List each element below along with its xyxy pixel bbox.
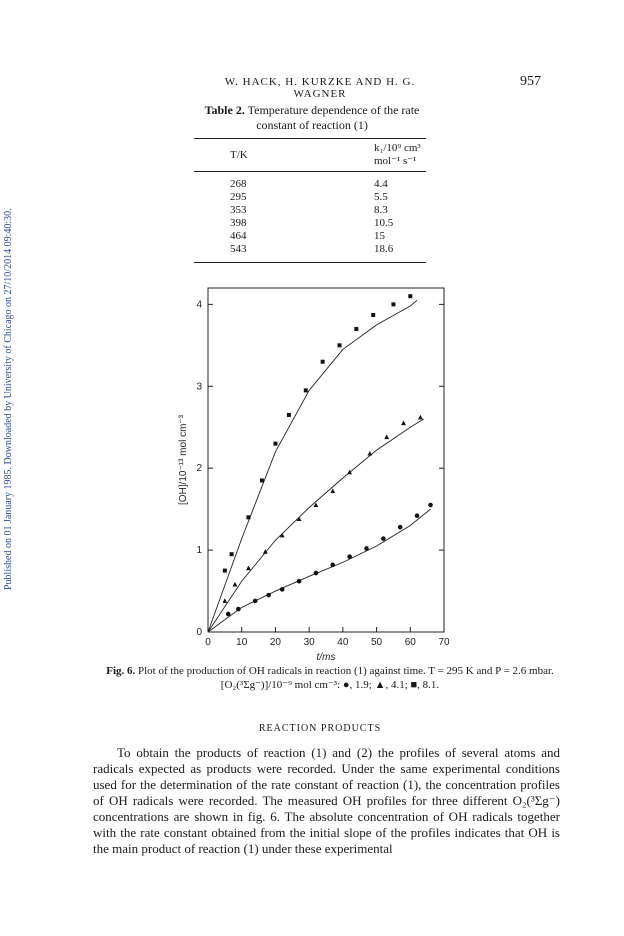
data-point-circle xyxy=(314,571,319,576)
table-row xyxy=(194,172,426,192)
data-point-triangle xyxy=(347,470,352,475)
table-cell-rate-constant: 4.4 xyxy=(374,178,388,190)
oh-production-chart xyxy=(160,282,460,672)
data-point-square xyxy=(260,478,264,482)
data-point-square xyxy=(287,413,291,417)
y-tick-label: 2 xyxy=(196,463,202,475)
table-cell-temperature: 268 xyxy=(230,178,247,190)
data-point-square xyxy=(337,343,341,347)
table-row xyxy=(194,243,426,263)
figure-caption-text: Plot of the production of OH radicals in reaction (1) against time. T = 295 K and P = 2.6 mbar. [O₂(³Σg⁻)]/10⁻⁹ mol cm⁻³: ●, 1.9; ▲, 4.1; ■, 8.1. xyxy=(138,665,554,691)
data-point-square xyxy=(246,515,250,519)
data-point-circle xyxy=(428,503,433,508)
data-point-triangle xyxy=(246,566,251,571)
table-cell-rate-constant: 10.5 xyxy=(374,217,394,229)
table-cell-temperature: 398 xyxy=(230,217,247,229)
data-point-triangle xyxy=(222,598,227,603)
figure-caption-label: Fig. 6. xyxy=(106,665,136,677)
table-caption-text: Temperature dependence of the rate constant of reaction (1) xyxy=(247,103,420,132)
page-number: 957 xyxy=(520,74,541,89)
data-point-square xyxy=(408,294,412,298)
table-cell-rate-constant: 15 xyxy=(374,230,385,242)
data-point-triangle xyxy=(233,582,238,587)
table-row xyxy=(194,217,426,230)
figure-caption xyxy=(100,664,560,692)
y-tick-label: 0 xyxy=(196,627,202,638)
data-point-circle xyxy=(266,593,271,598)
data-point-triangle xyxy=(418,415,423,420)
x-tick-label: 70 xyxy=(438,637,450,648)
y-tick-label: 3 xyxy=(196,381,202,393)
data-point-square xyxy=(321,360,325,364)
fit-curve-circle xyxy=(208,509,431,632)
x-tick-label: 10 xyxy=(236,637,248,648)
table-header-rate-constant: k₁/10⁹ cm³ mol⁻¹ s⁻¹ xyxy=(310,139,426,172)
table-cell-rate-constant: 5.5 xyxy=(374,191,388,203)
data-point-circle xyxy=(253,599,258,604)
x-tick-label: 50 xyxy=(371,637,383,648)
y-tick-label: 4 xyxy=(196,299,202,311)
data-point-circle xyxy=(347,554,352,559)
fit-curve-square xyxy=(208,300,417,632)
download-watermark: Published on 01 January 1985. Downloaded by University of Chicago on 27/10/2014 09:40:30. xyxy=(3,208,14,590)
data-point-circle xyxy=(381,536,386,541)
data-point-circle xyxy=(280,587,285,592)
chart-svg xyxy=(160,282,460,672)
x-tick-label: 30 xyxy=(303,637,315,648)
data-point-triangle xyxy=(384,434,389,439)
table-cell-rate-constant: 8.3 xyxy=(374,204,388,216)
table-caption-label: Table 2. xyxy=(204,103,245,117)
data-point-circle xyxy=(297,579,302,584)
table-cell-temperature: 353 xyxy=(230,204,247,216)
data-point-triangle xyxy=(367,451,372,456)
data-point-square xyxy=(223,569,227,573)
plot-frame xyxy=(208,288,444,632)
data-point-square xyxy=(354,327,358,331)
x-axis-label: t/ms xyxy=(316,652,336,663)
table-row xyxy=(194,230,426,243)
data-point-circle xyxy=(415,513,420,518)
section-heading: REACTION PRODUCTS xyxy=(258,723,382,734)
data-point-circle xyxy=(226,612,231,617)
y-tick-label: 1 xyxy=(196,545,202,557)
table-header-temperature: T/K xyxy=(194,139,310,172)
rate-constant-table xyxy=(194,138,426,263)
table-cell-temperature: 295 xyxy=(230,191,247,203)
data-point-square xyxy=(391,302,395,306)
table-cell-temperature: 464 xyxy=(230,230,247,242)
data-point-triangle xyxy=(401,421,406,426)
table-row xyxy=(194,204,426,217)
running-head: W. HACK, H. KURZKE AND H. G. WAGNER xyxy=(224,76,416,100)
x-tick-label: 20 xyxy=(269,637,281,648)
data-point-triangle xyxy=(330,489,335,494)
table-cell-temperature: 543 xyxy=(194,243,310,263)
x-tick-label: 0 xyxy=(205,637,211,648)
data-point-circle xyxy=(364,546,369,551)
data-point-circle xyxy=(330,563,335,568)
data-point-circle xyxy=(398,525,403,530)
fit-curve-triangle xyxy=(208,419,424,632)
table-caption xyxy=(192,103,432,133)
data-point-square xyxy=(273,442,277,446)
y-axis-label: [OH]/10⁻¹³ mol cm⁻³ xyxy=(178,414,189,506)
data-point-square xyxy=(230,552,234,556)
data-point-square xyxy=(304,388,308,392)
x-tick-label: 60 xyxy=(404,637,416,648)
table-cell-rate-constant: 18.6 xyxy=(310,243,426,263)
x-tick-label: 40 xyxy=(337,637,349,648)
table-row xyxy=(194,191,426,204)
data-point-square xyxy=(371,313,375,317)
data-point-circle xyxy=(236,607,241,612)
body-paragraph: To obtain the products of reaction (1) and (2) the profiles of several atoms and radicals expected as products were recorded. Under the same experimental conditions used for the determination of the rate constant of reaction (1), the concentration profiles of OH radicals were recorded. The measured OH profiles for three different O₂(³Σg⁻) concentrations are shown in fig. 6. The absolute concentration of OH radicals together with the rate constant obtained from the initial slope of the profiles indicates that OH is the main product of reaction (1) under these experimental xyxy=(93,745,560,856)
